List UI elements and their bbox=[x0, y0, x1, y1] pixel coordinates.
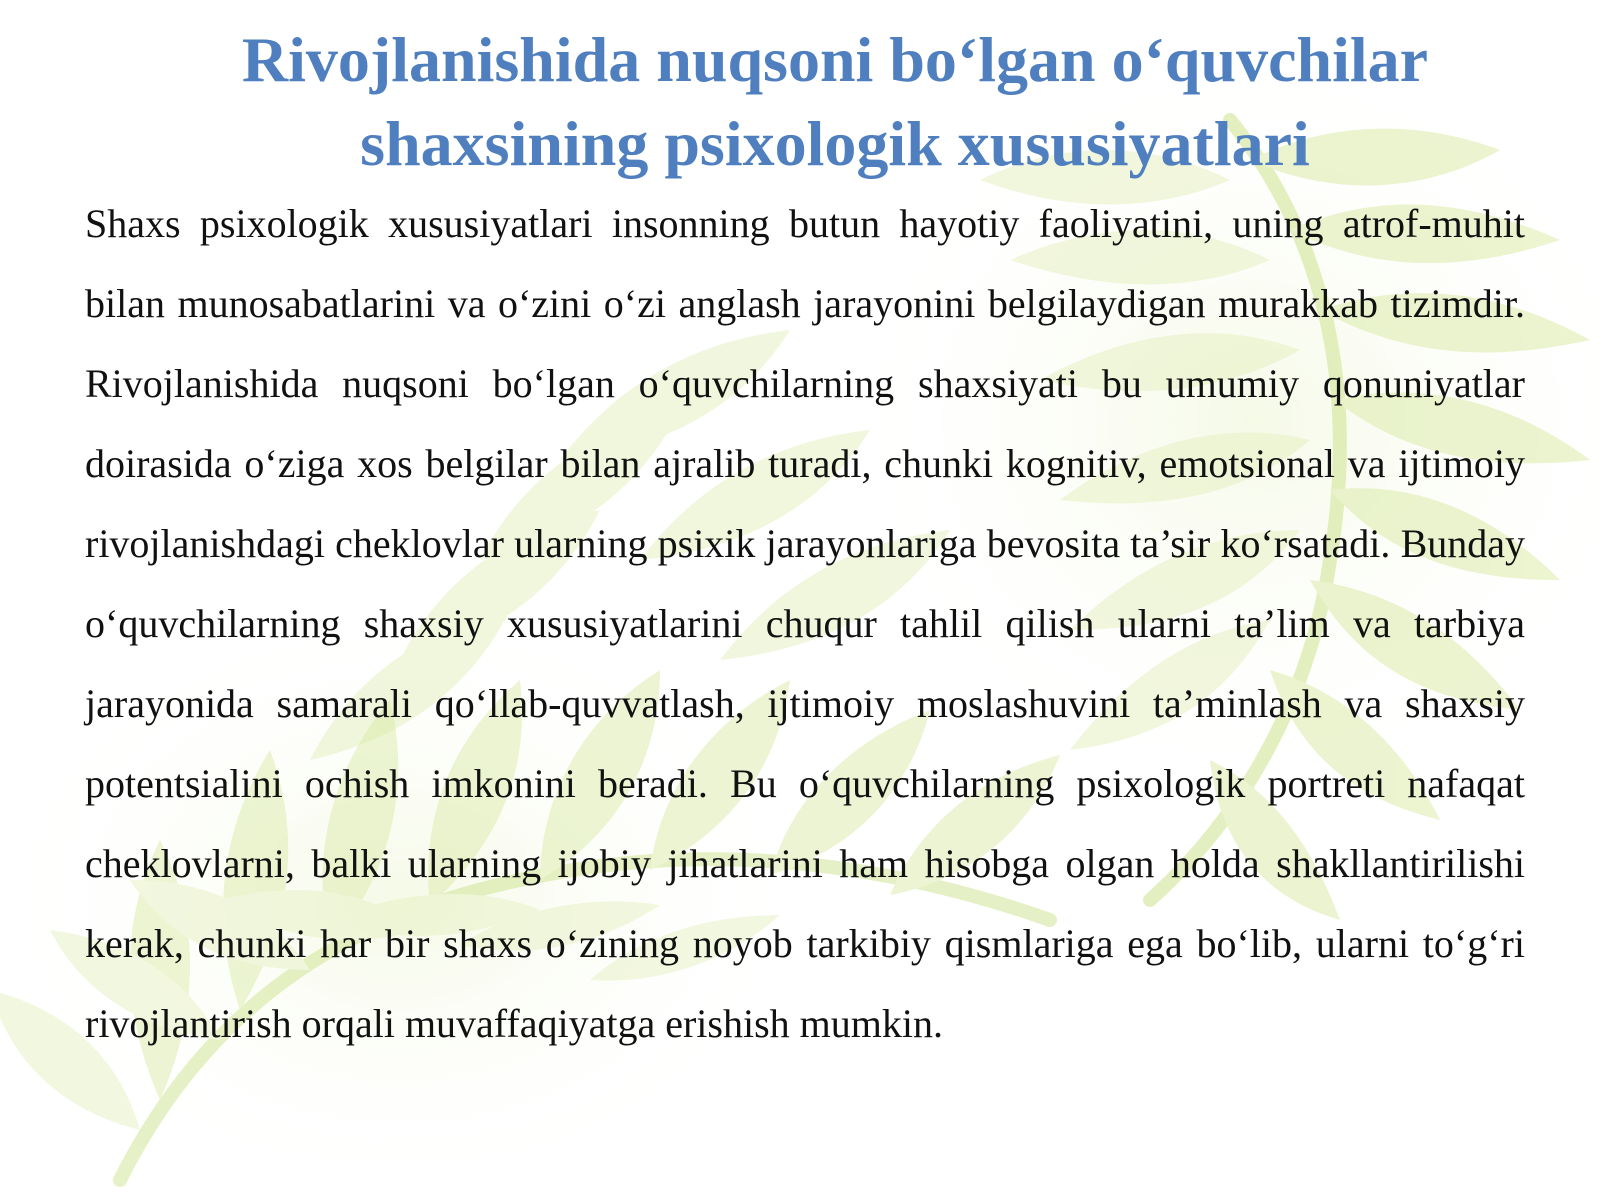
body-paragraph: Shaxs psixologik xususiyatlari insonning butun hayotiy faoliyatini, uning atrof-muhit bilan munosabatlarini va o‘zini o‘zi anglash jarayonini belgilaydigan murakkab tizimdir. Rivojlanishida nuqsoni bo‘lgan o‘quvchilarning shaxsiyati bu umumiy qonuniyatlar doirasida o‘ziga xos belgilar bilan ajralib turadi, chunki kognitiv, emotsional va ijtimoiy rivojlanishdagi cheklovlar ularning psixik jarayonlariga bevosita ta’sir ko‘rsatadi. Bunday o‘quvchilarning shaxsiy xususiyatlarini chuqur tahlil qilish ularni ta’lim va tarbiya jarayonida samarali qo‘llab-quvvatlash, ijtimoiy moslashuvini ta’minlash va shaxsiy potentsialini ochish imkonini beradi. Bu o‘quvchilarning psixologik portreti nafaqat cheklovlarni, balki ularning ijobiy jihatlarini ham hisobga olgan holda shakllantirilishi kerak, chunki har bir shaxs o‘zining noyob tarkibiy qismlariga ega bo‘lib, ularni to‘g‘ri rivojlantirish orqali muvaffaqiyatga erishish mumkin. bbox=[85, 201, 1525, 1046]
slide-title: Rivojlanishida nuqsoni bo‘lgan o‘quvchilar shaxsining psixologik xususiyatlari bbox=[241, 24, 1429, 179]
